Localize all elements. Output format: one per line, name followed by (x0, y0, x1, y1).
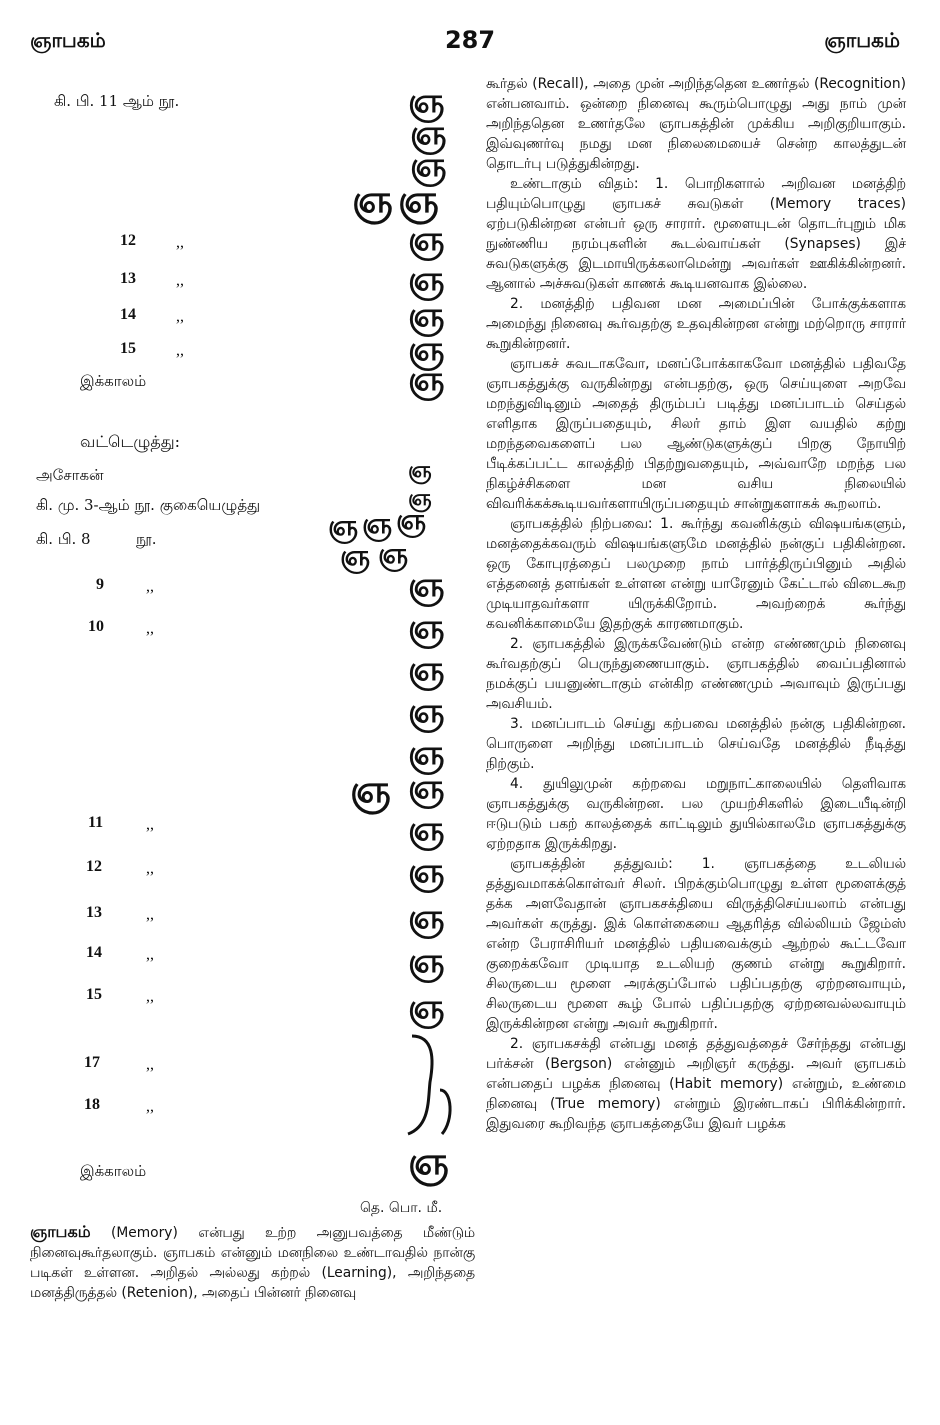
running-header-right: ஞாபகம் (824, 28, 900, 52)
letter-form-glyph: ஞ (408, 259, 445, 299)
letter-form-glyph: ஞ (408, 897, 445, 937)
paragraph: 2. மனத்திற் பதிவன மன அமைப்பின் போக்குக்களாக அமைந்து நினைவு கூர்வதற்கு உதவுகின்றன என்று மற்றொரு சாரார் கூறுகின்றனர். (486, 296, 906, 352)
ditto-mark: ,, (146, 1056, 154, 1073)
paragraph: ஞாபகத்தின் தத்துவம்: 1. ஞாபகத்தை உடலியல் தத்துவமாகக்கொள்வர் சிலர். பிறக்கும்பொழுது உள்ள மூளைக்குத் தக்க அளவேதான் ஞாபகசக்தியை விருத்திசெய்யலாம் என்பது அவர்கள் கருத்து. இக் கொள்கையை ஆதரித்த வில்லியம் ஜேம்ஸ் என்ற பேராசிரியர் மனத்தில் பதியவைக்கும் ஆற்றல் கூட்டவோ குறைக்கவோ முடியாத உடலியற் குணம் என்று கூறுகிறார். சிலருடைய மூளை அரக்குப்போல் பதிப்பதற்கு ஏற்றனவாயும், சிலருடைய மூளை கூழ் போல் பதிப்பதற்கு ஏற்றனவல்லவாயும் இருக்கின்றன என்று அவர் கூறுகிறார். (486, 856, 906, 1032)
century-number: 17 (84, 1054, 100, 1071)
ditto-mark: ,, (146, 578, 154, 595)
century-number: 12 (120, 232, 136, 249)
article-body-right (486, 74, 906, 1134)
paragraph: உண்டாகும் விதம்: 1. பொறிகளால் அறிவன மனத்திற் பதியும்பொழுது ஞாபகச் சுவடுகள் (Memory traces) ஏற்படுகின்றன என்பர் ஒரு சாரார். மூளையுடன் தொடர்புறும் மிக நுண்ணிய நரம்புகளின் கூடல்வாய்கள் (Synapses) இச் சுவடுகளுக்கு இடமாயிருக்கலாமென்று அவர்கள் ஊகிக்கின்றனர். ஆனால் அச்சுவடுகள் காணக் கூடியனவாக இல்லை. (486, 176, 906, 292)
letter-form-glyph: ஞ (408, 987, 445, 1027)
page-number: 287 (444, 26, 496, 54)
letter-form-glyph: ஞ (340, 539, 371, 572)
ditto-mark: ,, (176, 308, 184, 325)
ditto-mark: ,, (146, 988, 154, 1005)
entry-headword: ஞாபகம் (30, 1222, 91, 1241)
section-heading: வட்டெழுத்து: (80, 432, 181, 451)
paragraph: ஞாபகத்தில் நிற்பவை: 1. கூர்ந்து கவனிக்கும் விஷயங்களும், மனத்தைக்கவரும் விஷயங்களுமே மனத்தில் நன்குப் பதிகின்றன. ஒரு கோபுரத்தைப் பலமுறை நாம் பார்த்திருப்பினும் அதில் எத்தனைத் தளங்கள் உள்ளன என்று யாரேனும் கேட்டால் விடைகூற முடியாதவர்களா யிருக்கிறோம். அவற்றைக் கூர்ந்து கவனிக்காமையே இதற்குக் காரணமாகும். (486, 516, 906, 632)
letter-form-glyph: ஞ (398, 177, 439, 221)
letter-form-glyph: ஞ (410, 113, 447, 153)
letter-form-glyph: ஞ (408, 767, 445, 807)
century-number: 14 (120, 306, 136, 323)
century-number: 12 (86, 858, 102, 875)
letter-form-glyph: ஞ (408, 809, 445, 849)
ditto-mark: ,, (146, 816, 154, 833)
century-number: 10 (88, 618, 104, 635)
letter-form-glyph: ஞ (362, 507, 393, 540)
cave-script-label: கி. மு. 3-ஆம் நூ. குகையெழுத்து (36, 496, 261, 514)
letter-form-glyph: ஞ (408, 691, 445, 731)
entry-intro-text: (Memory) என்பது உற்ற அனுபவத்தை மீண்டும் நினைவுகூர்தலாகும். ஞாபகம் என்னும் மனநிலை உண்டாவதில் நான்கு படிகள் உள்ளன. அறிதல் அல்லது கற்றல் (Learning), அறிந்ததை மனத்திருத்தல் (Retenion), அதைப் பின்னர் நினைவு (30, 1225, 475, 1301)
ditto-mark: ,, (176, 234, 184, 251)
paragraph: கூர்தல் (Recall), அதை முன் அறிந்ததென உணர்தல் (Recognition) என்பனவாம். ஒன்றை நினைவு கூரும்பொழுது அது நாம் முன் அறிந்ததென உணர்தலே ஞாபகத்தின் முக்கிய அறிகுறியாகும். இவ்வுணர்வு நமது மன நிலைமையைச் சென்ற காலத்துடன் தொடர்பு படுத்துகின்றது. (486, 76, 906, 172)
present-era-label: இக்காலம் (80, 1162, 147, 1180)
letter-form-glyph: ஞ (408, 81, 445, 121)
letter-form-glyph: ஞ (408, 1139, 449, 1183)
letter-form-glyph: ஞ (352, 177, 393, 221)
letter-form-glyph: ஞ (408, 486, 432, 511)
paragraph: 2. ஞாபகசக்தி என்பது மனத் தத்துவத்தைச் சேர்ந்தது என்பது பர்க்சன் (Bergson) என்னும் அறிஞர் கருத்து. அவர் ஞாபகம் என்பதைப் பழக்க நினைவு (Habit memory) என்றும், உண்மை நினைவு (True memory) என்றும் இரண்டாகப் பிரிக்கின்றார். இதுவரை கூறிவந்த ஞாபகத்தையே இவர் பழக்க (486, 1036, 906, 1132)
ditto-mark: ,, (176, 342, 184, 359)
century-number: 14 (86, 944, 102, 961)
curly-brace (400, 1030, 460, 1140)
letter-form-glyph: ஞ (328, 509, 359, 542)
century-number: 13 (120, 270, 136, 287)
letter-form-glyph: ஞ (408, 851, 445, 891)
article-body-left (30, 1222, 475, 1303)
paragraph: 2. ஞாபகத்தில் இருக்கவேண்டும் என்ற எண்ணமும் நினைவு கூர்வதற்குப் பெருந்துணையாகும். ஞாபகத்தில் வைப்பதினால் நமக்குப் பயனுண்டாகும் என்கிற எண்ணமும் அவாவும் இருப்பது அவசியம். (486, 636, 906, 712)
letter-form-glyph: ஞ (408, 565, 445, 605)
century-number: 15 (120, 340, 136, 357)
ditto-mark: ,, (146, 946, 154, 963)
letter-form-glyph: ஞ (396, 503, 427, 536)
paragraph: 3. மனப்பாடம் செய்து கற்பவை மனத்தில் நன்கு பதிகின்றன. பொருளை அறிந்து மனப்பாடம் செய்வதே மனத்தில் நீடித்து நிற்கும். (486, 716, 906, 772)
running-header-left: ஞாபகம் (30, 28, 106, 52)
century-number: 11 (88, 814, 104, 831)
letter-form-glyph: ஞ (408, 359, 445, 399)
century-number: 18 (84, 1096, 100, 1113)
letter-form-glyph: ஞ (408, 295, 445, 335)
letter-form-glyph: ஞ (408, 458, 432, 483)
century-number: 13 (86, 904, 102, 921)
letter-form-glyph: ஞ (408, 607, 445, 647)
ashoka-label: அசோகன் (36, 466, 104, 484)
letter-form-glyph: ஞ (350, 767, 391, 811)
ditto-mark: ,, (146, 620, 154, 637)
era-label: கி. பி. 11 ஆம் நூ. (54, 92, 180, 110)
century-number: 15 (86, 986, 102, 1003)
era-unit: நூ. (136, 530, 157, 548)
letter-form-glyph: ஞ (408, 733, 445, 773)
letter-form-glyph: ஞ (408, 941, 445, 981)
era-label: கி. பி. 8 (36, 530, 91, 548)
paragraph: ஞாபகச் சுவடாகவோ, மனப்போக்காகவோ மனத்தில் பதிவதே ஞாபகத்துக்கு வருகின்றது என்பதற்கு, ஒரு செய்யுளை அறவே மறந்துவிடினும் அதைத் திரும்பப் படித்து மனப்பாடம் செய்தல் எளிதாக இருப்பதையும், சிலர் தாம் இள வயதில் கற்று மறந்தவைகளைப் பல ஆண்டுகளுக்குப் பிறகு நோயிற் பீடிக்கப்பட்ட காலத்திற் பிதற்றுவதையும், அவ்வாறே மறந்த பல நிகழ்ச்சிகளை மன வசிய நிலையில் விவரிக்கக்கூடியவர்களாயிருப்பதையும் சான்றுகளாகக் கூறலாம். (486, 356, 906, 512)
ditto-mark: ,, (146, 860, 154, 877)
author-initials: தெ. பொ. மீ. (360, 1200, 443, 1216)
ditto-mark: ,, (146, 1098, 154, 1115)
letter-form-glyph: ஞ (408, 329, 445, 369)
ditto-mark: ,, (146, 906, 154, 923)
letter-form-glyph: ஞ (378, 537, 409, 570)
paragraph (30, 1222, 475, 1303)
letter-form-glyph: ஞ (408, 649, 445, 689)
ditto-mark: ,, (176, 272, 184, 289)
letter-form-glyph: ஞ (408, 219, 445, 259)
paragraph: 4. துயிலுமுன் கற்றவை மறுநாட்காலையில் தெளிவாக ஞாபகத்துக்கு வருகின்றன. பல முயற்சிகளில் இடையீடின்றி ஈடுபடும் பகற் காலத்தைக் காட்டிலும் துயில்காலமே ஞாபகத்துக்கு ஏற்றதாக இருக்கிறது. (486, 776, 906, 852)
present-era-label: இக்காலம் (80, 372, 147, 390)
century-number: 9 (96, 576, 104, 593)
letter-form-glyph: ஞ (410, 145, 447, 185)
